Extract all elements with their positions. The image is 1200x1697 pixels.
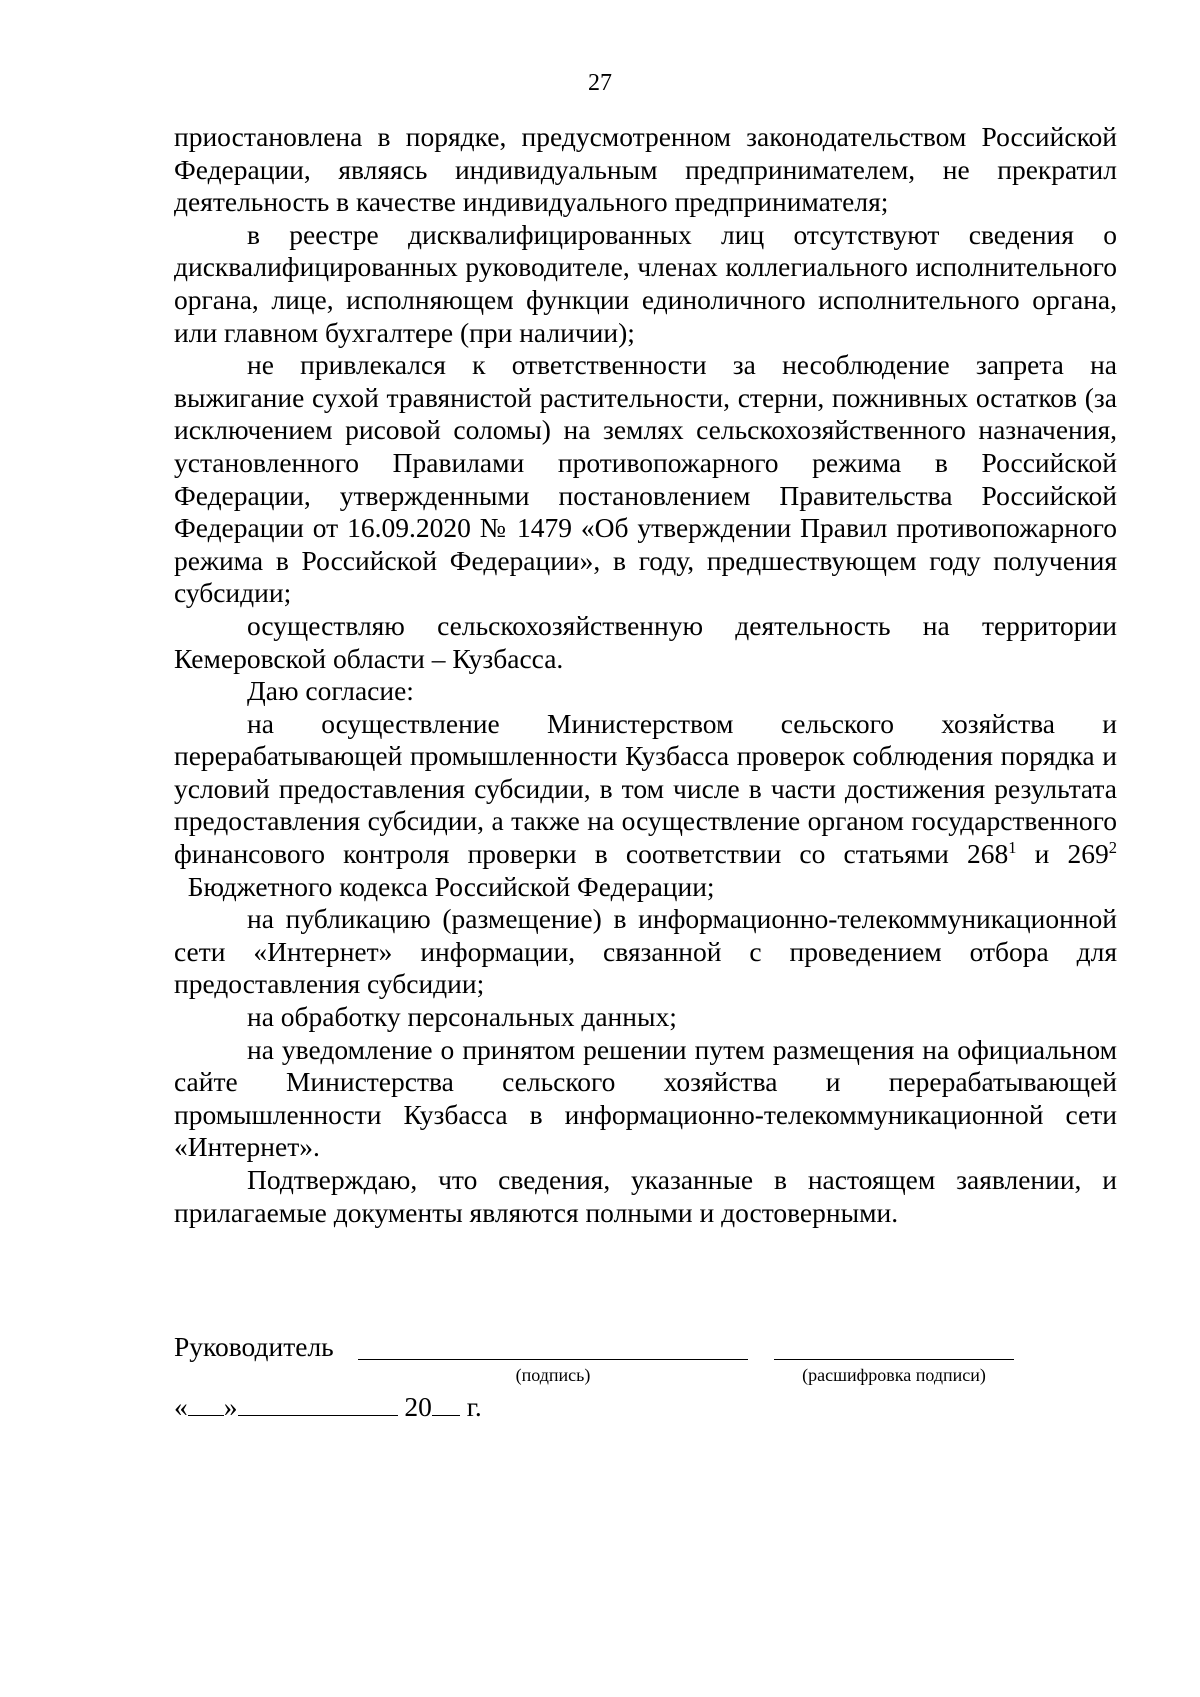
signature-caption: (подпись) xyxy=(515,1365,591,1385)
paragraph-6-main: на осуществление Министерством сельского хозяйства и перерабатывающей промышленности Кузбасса проверок соблюдения порядка и условий предоставления субсидии, в том числе в части достижения результата предоставления субсидии, а также на осуществление органом государственного финансового контроля проверки в соответствии со xyxy=(174,707,1117,870)
statute-sup-1: 1 xyxy=(1008,838,1017,858)
year-suffix: г. xyxy=(466,1391,482,1422)
paragraph-4: осуществляю сельскохозяйственную деятельность на территории Кемеровской области – Кузбасса. xyxy=(174,609,1117,674)
signature-line[interactable] xyxy=(358,1359,748,1360)
paragraph-6 xyxy=(174,708,1117,904)
statute-tail: Бюджетного кодекса Российской Федерации; xyxy=(174,870,715,902)
decoding-line[interactable] xyxy=(774,1359,1014,1360)
statute-sup-2: 2 xyxy=(1108,838,1118,858)
year-blank[interactable] xyxy=(432,1391,460,1416)
paragraph-10: Подтверждаю, что сведения, указанные в настоящем заявлении, и прилагаемые документы являются полными и достоверными. xyxy=(174,1164,1117,1228)
statute-mid: и 269 xyxy=(1016,838,1109,870)
paragraph-7: на публикацию (размещение) в информационно-телекоммуникационной сети «Интернет» информации, связанной с проведением отбора для предоставления субсидии; xyxy=(174,903,1117,1000)
month-blank[interactable] xyxy=(238,1391,398,1416)
signature-block xyxy=(174,1331,1117,1451)
paragraph-2: в реестре дисквалифицированных лиц отсутствуют сведения о дисквалифицированных руководителе, членах коллегиального исполнительного органа, лице, исполняющем функции единоличного исполнительного органа, или главном бухгалтере (при наличии); xyxy=(174,218,1117,348)
document-body xyxy=(174,121,1117,1229)
decoding-caption: (расшифровка подписи) xyxy=(802,1365,986,1385)
date-line xyxy=(174,1391,482,1423)
day-blank[interactable] xyxy=(188,1391,224,1416)
role-label: Руководитель xyxy=(174,1331,334,1362)
year-prefix: 20 xyxy=(404,1391,432,1422)
paragraph-1: приостановлена в порядке, предусмотренном законодательством Российской Федерации, являясь индивидуальным предпринимателем, не прекратил деятельность в качестве индивидуального предпринимателя; xyxy=(174,121,1117,218)
paragraph-8: на обработку персональных данных; xyxy=(247,1001,677,1033)
date-open-quote: « xyxy=(174,1391,188,1422)
date-close-quote: » xyxy=(223,1391,238,1422)
paragraph-3: не привлекался к ответственности за несоблюдение запрета на выжигание сухой травянистой растительности, стерни, пожнивных остатков (за исключением рисовой соломы) на землях сельскохозяйственного назначения, установленного Правилами противопожарного режима в Российской Федерации, утвержденными постановлением Правительства Российской Федерации от 16.09.2020 № 1479 «Об утверждении Правил противопожарного режима в Российской Федерации», в году, предшествующем году получения субсидии; xyxy=(174,349,1117,609)
page-number: 27 xyxy=(588,70,612,96)
paragraph-9: на уведомление о принятом решении путем размещения на официальном сайте Министерства сельского хозяйства и перерабатывающей промышленности Кузбасса в информационно-телекоммуникационной сети «Интернет». xyxy=(174,1033,1117,1163)
paragraph-5: Даю согласие: xyxy=(247,675,414,707)
statute-lead: статьями 268 xyxy=(843,838,1009,870)
